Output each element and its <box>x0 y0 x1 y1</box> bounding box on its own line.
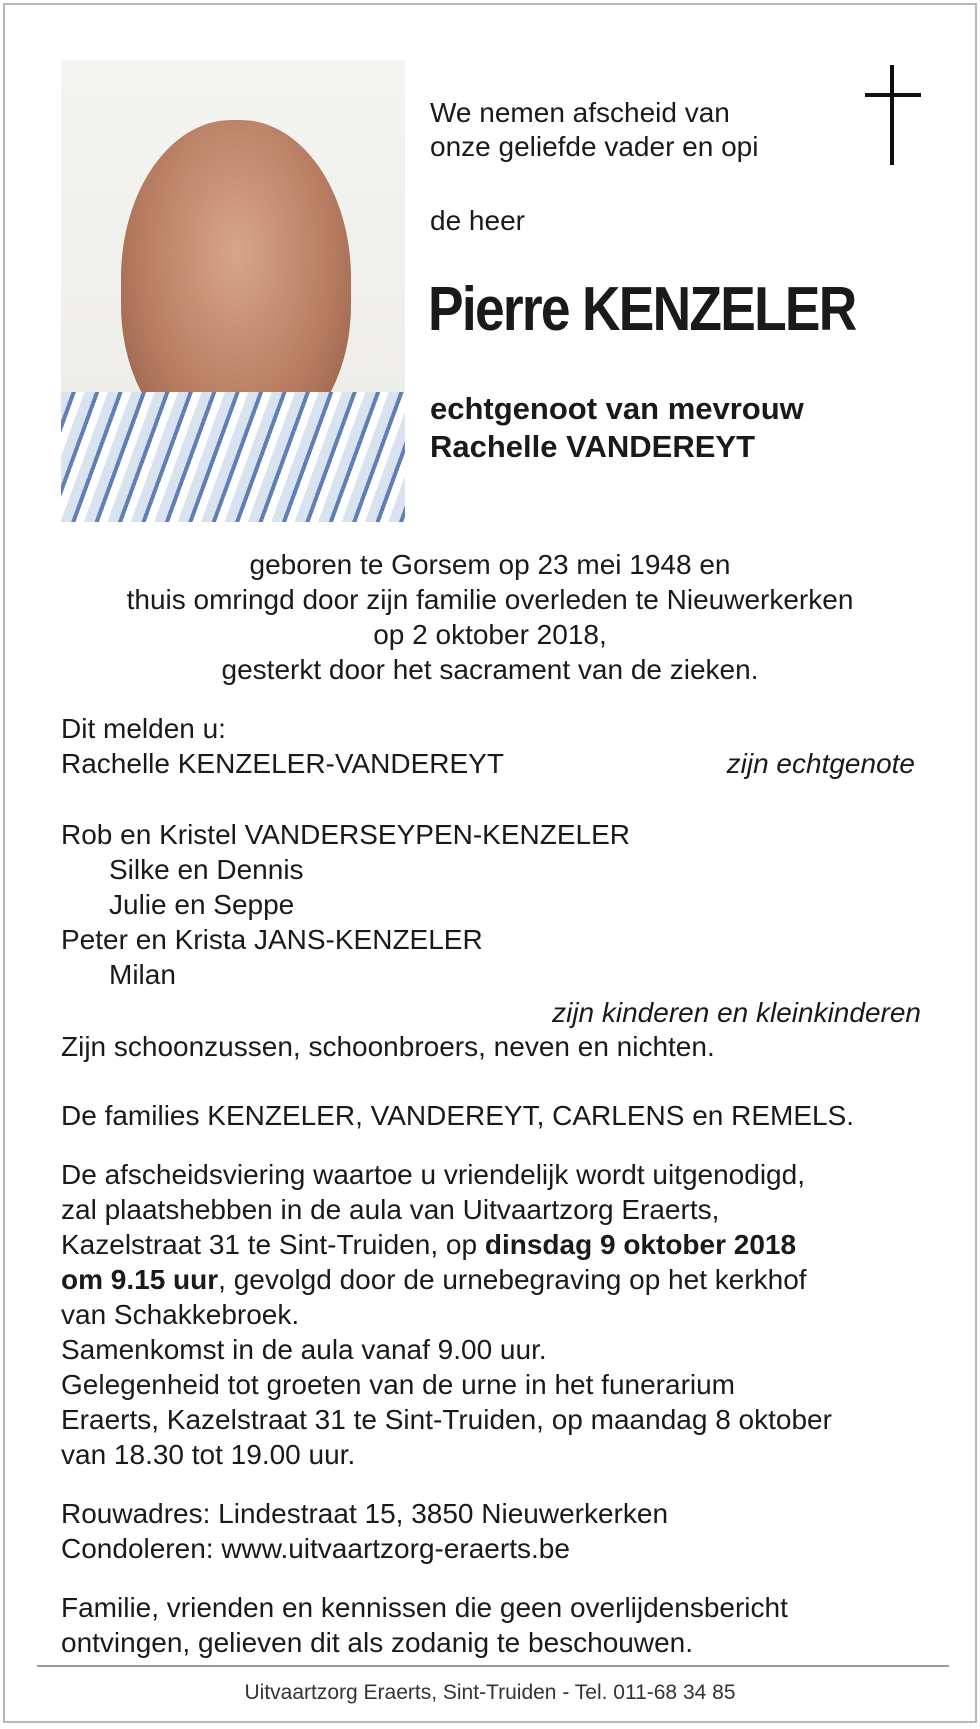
ceremony-line-4 <box>61 1262 807 1297</box>
portrait-shirt <box>61 392 405 522</box>
grandchild-3: Milan <box>109 959 176 990</box>
children-role: zijn kinderen en kleinkinderen <box>552 997 921 1028</box>
viewing-line-3: van 18.30 tot 19.00 uur. <box>61 1439 356 1470</box>
intro-line-1: We nemen afscheid van <box>430 97 730 128</box>
grandchild-2: Julie en Seppe <box>109 889 295 920</box>
grandchild-1: Silke en Dennis <box>109 854 304 885</box>
portrait-photo <box>61 60 405 522</box>
birth-line: geboren te Gorsem op 23 mei 1948 en <box>249 549 731 580</box>
child-2: Peter en Krista JANS-KENZELER <box>61 924 483 955</box>
death-line: thuis omringd door zijn familie overleden te Nieuwerkerken <box>126 584 854 615</box>
salutation: de heer <box>430 205 525 236</box>
inlaws-line: Zijn schoonzussen, schoonbroers, neven en nichten. <box>61 1031 715 1062</box>
viewing-line-1: Gelegenheid tot groeten van de urne in het funerarium <box>61 1369 736 1400</box>
cross-icon <box>865 65 921 165</box>
condolences-line: Condoleren: www.uitvaartzorg-eraerts.be <box>61 1533 570 1564</box>
gathering-line: Samenkomst in de aula vanaf 9.00 uur. <box>61 1334 547 1365</box>
ceremony-time: om 9.15 uur <box>61 1264 219 1295</box>
obituary-card <box>3 3 977 1723</box>
spouse-line-1: echtgenoot van mevrouw <box>430 391 804 426</box>
child-1: Rob en Kristel VANDERSEYPEN-KENZELER <box>61 819 630 850</box>
ceremony-burial: , gevolgd door de urnebegraving op het kerkhof <box>218 1264 807 1295</box>
ceremony-location: Kazelstraat 31 te Sint-Truiden, op <box>61 1229 485 1260</box>
spouse-role: zijn echtgenote <box>726 748 915 779</box>
ceremony-line-1: De afscheidsviering waartoe u vriendelijk wordt uitgenodigd, <box>61 1159 805 1190</box>
families-line: De families KENZELER, VANDEREYT, CARLENS en REMELS. <box>61 1100 855 1131</box>
ceremony-line-5: van Schakkebroek. <box>61 1299 300 1330</box>
ceremony-line-2: zal plaatshebben in de aula van Uitvaartzorg Eraerts, <box>61 1194 720 1225</box>
ceremony-date: dinsdag 9 oktober 2018 <box>484 1229 797 1260</box>
mourners-heading: Dit melden u: <box>61 713 226 744</box>
ceremony-line-3 <box>61 1227 796 1262</box>
deceased-name: Pierre KENZELER <box>428 275 856 344</box>
footer-divider <box>37 1665 949 1667</box>
spouse-line-2: Rachelle VANDEREYT <box>430 429 756 464</box>
intro-line-2: onze geliefde vader en opi <box>430 131 759 162</box>
mourning-address: Rouwadres: Lindestraat 15, 3850 Nieuwerkerken <box>61 1498 669 1529</box>
sacrament-line: gesterkt door het sacrament van de zieken. <box>221 654 759 685</box>
spouse-mourner: Rachelle KENZELER-VANDEREYT <box>61 748 504 779</box>
viewing-line-2: Eraerts, Kazelstraat 31 te Sint-Truiden, op maandag 8 oktober <box>61 1404 832 1435</box>
closing-line-1: Familie, vrienden en kennissen die geen overlijdensbericht <box>61 1592 788 1623</box>
footer-text: Uitvaartzorg Eraerts, Sint-Truiden - Tel. 011-68 34 85 <box>244 1681 736 1704</box>
death-date-line: op 2 oktober 2018, <box>373 619 607 650</box>
closing-line-2: ontvingen, gelieven dit als zodanig te beschouwen. <box>61 1627 693 1658</box>
